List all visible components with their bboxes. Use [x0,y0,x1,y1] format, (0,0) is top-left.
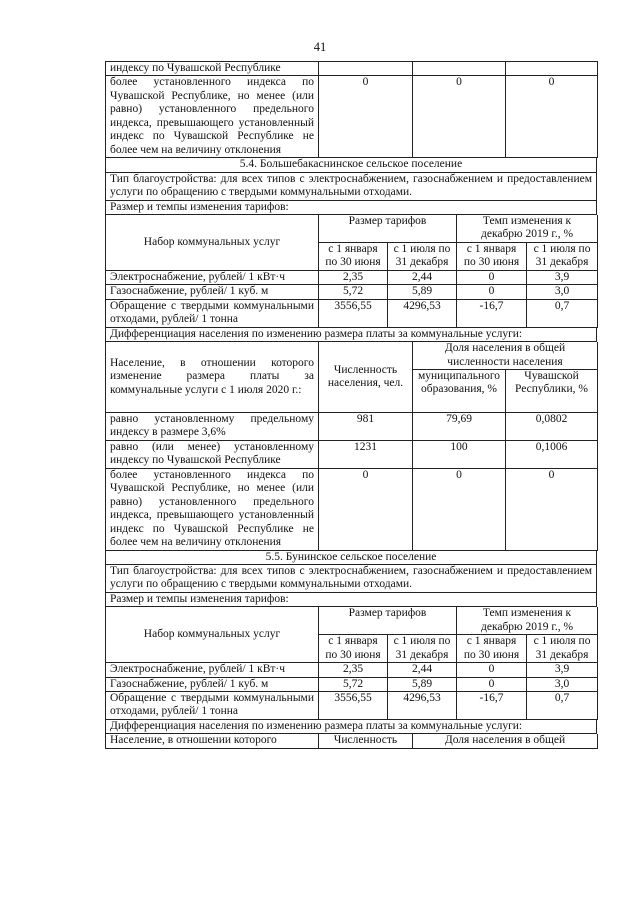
service-name: Обращение с твердыми коммунальными отходами, рублей/ 1 тонна [106,692,319,720]
table-row: более установленного индекса по Чувашской Республике, но менее (или равно) установленного предельного индекса, превышающего установленный индекс по Чувашской Республике не более чем на величину отклонения 0 0 0 [106,468,598,550]
services-header: Набор коммунальных услуг [106,215,319,270]
tariff-table [105,607,598,720]
row-label: равно (или менее) установленному индексу по Чувашской Республике [106,440,319,468]
table-row: Газоснабжение, рублей/ 1 куб. м 5,72 5,89 0 3,0 [106,285,598,299]
period-header: с 1 января по 30 июня [457,242,527,270]
period-header: с 1 января по 30 июня [457,635,527,663]
table-row: Электроснабжение, рублей/ 1 кВт·ч 2,35 2,44 0 3,9 [106,663,598,677]
services-header: Набор коммунальных услуг [106,607,319,662]
row-label: более установленного индекса по Чувашской Республике, но менее (или равно) установленного предельного индекса, превышающего установленный индекс по Чувашской Республике не более чем на величину отклонения [106,76,319,158]
table-row: равно установленному предельному индексу в размере 3,6% 981 79,69 0,0802 [106,412,598,440]
diff-table-continued [105,61,598,158]
size-header: Размер тарифов [319,607,457,634]
row-label: равно установленному предельному индексу в размере 3,6% [106,412,319,440]
period-header: с 1 января по 30 июня [319,635,388,663]
count-header: Численность [319,734,413,748]
count-header: Численность населения, чел. [319,342,413,412]
diff-caption: Дифференциация населения по изменению размера платы за коммунальные услуги: [105,328,597,342]
period-header: с 1 января по 30 июня [319,242,388,270]
period-header: с 1 июля по 31 декабря [527,635,598,663]
row-label: индексу по Чувашской Республике [106,62,319,76]
tariff-caption: Размер и темпы изменения тарифов: [105,593,597,607]
diff-table-partial [105,734,598,748]
rep-share-cell: 0 [506,76,598,158]
table-row: Газоснабжение, рублей/ 1 куб. м 5,72 5,89 0 3,0 [106,677,598,691]
rate-header: Темп изменения к декабрю 2019 г., % [457,607,598,634]
improvement-type: Тип благоустройства: для всех типов с электроснабжением, газоснабжением и предоставлением услуги по обращению с твердыми коммунальными отходами. [105,173,597,201]
section-title: 5.4. Большебакаснинское сельское поселение [105,158,597,172]
page-content [105,61,597,749]
diff-table [105,342,598,550]
count-cell: 0 [319,76,413,158]
population-header: Население, в отношении которого [106,734,319,748]
page-number: 41 [313,40,327,54]
population-header: Население, в отношении которого изменение размера платы за коммунальные услуги с 1 июля 2020 г.: [106,342,319,412]
rate-header: Темп изменения к декабрю 2019 г., % [457,215,598,242]
service-name: Электроснабжение, рублей/ 1 кВт·ч [106,663,319,677]
period-header: с 1 июля по 31 декабря [388,635,457,663]
table-row: Обращение с твердыми коммунальными отходами, рублей/ 1 тонна 3556,55 4296,53 -16,7 0,7 [106,692,598,720]
mun-share-cell: 0 [413,76,506,158]
size-header: Размер тарифов [319,215,457,242]
rep-share-header: Чувашской Республики, % [506,369,598,412]
mun-share-header: муниципального образования, % [413,369,506,412]
table-row [106,62,598,76]
diff-caption: Дифференциация населения по изменению размера платы за коммунальные услуги: [105,720,597,734]
service-name: Газоснабжение, рублей/ 1 куб. м [106,677,319,691]
service-name: Электроснабжение, рублей/ 1 кВт·ч [106,270,319,284]
table-row: равно (или менее) установленному индексу по Чувашской Республике 1231 100 0,1006 [106,440,598,468]
table-row: Электроснабжение, рублей/ 1 кВт·ч 2,35 2,44 0 3,9 [106,270,598,284]
row-label: более установленного индекса по Чувашской Республике, но менее (или равно) установленного предельного индекса, превышающего установленный индекс по Чувашской Республике не более чем на величину отклонения [106,468,319,550]
share-header: Доля населения в общей численности населения [413,342,598,369]
share-header: Доля населения в общей [413,734,598,748]
tariff-table [105,215,598,328]
period-header: с 1 июля по 31 декабря [527,242,598,270]
tariff-caption: Размер и темпы изменения тарифов: [105,201,597,215]
table-row [106,76,598,158]
improvement-type: Тип благоустройства: для всех типов с электроснабжением, газоснабжением и предоставлением услуги по обращению с твердыми коммунальными отходами. [105,565,597,593]
service-name: Обращение с твердыми коммунальными отходами, рублей/ 1 тонна [106,299,319,327]
service-name: Газоснабжение, рублей/ 1 куб. м [106,285,319,299]
section-title: 5.5. Бунинское сельское поселение [105,551,597,565]
table-row: Обращение с твердыми коммунальными отходами, рублей/ 1 тонна 3556,55 4296,53 -16,7 0,7 [106,299,598,327]
period-header: с 1 июля по 31 декабря [388,242,457,270]
